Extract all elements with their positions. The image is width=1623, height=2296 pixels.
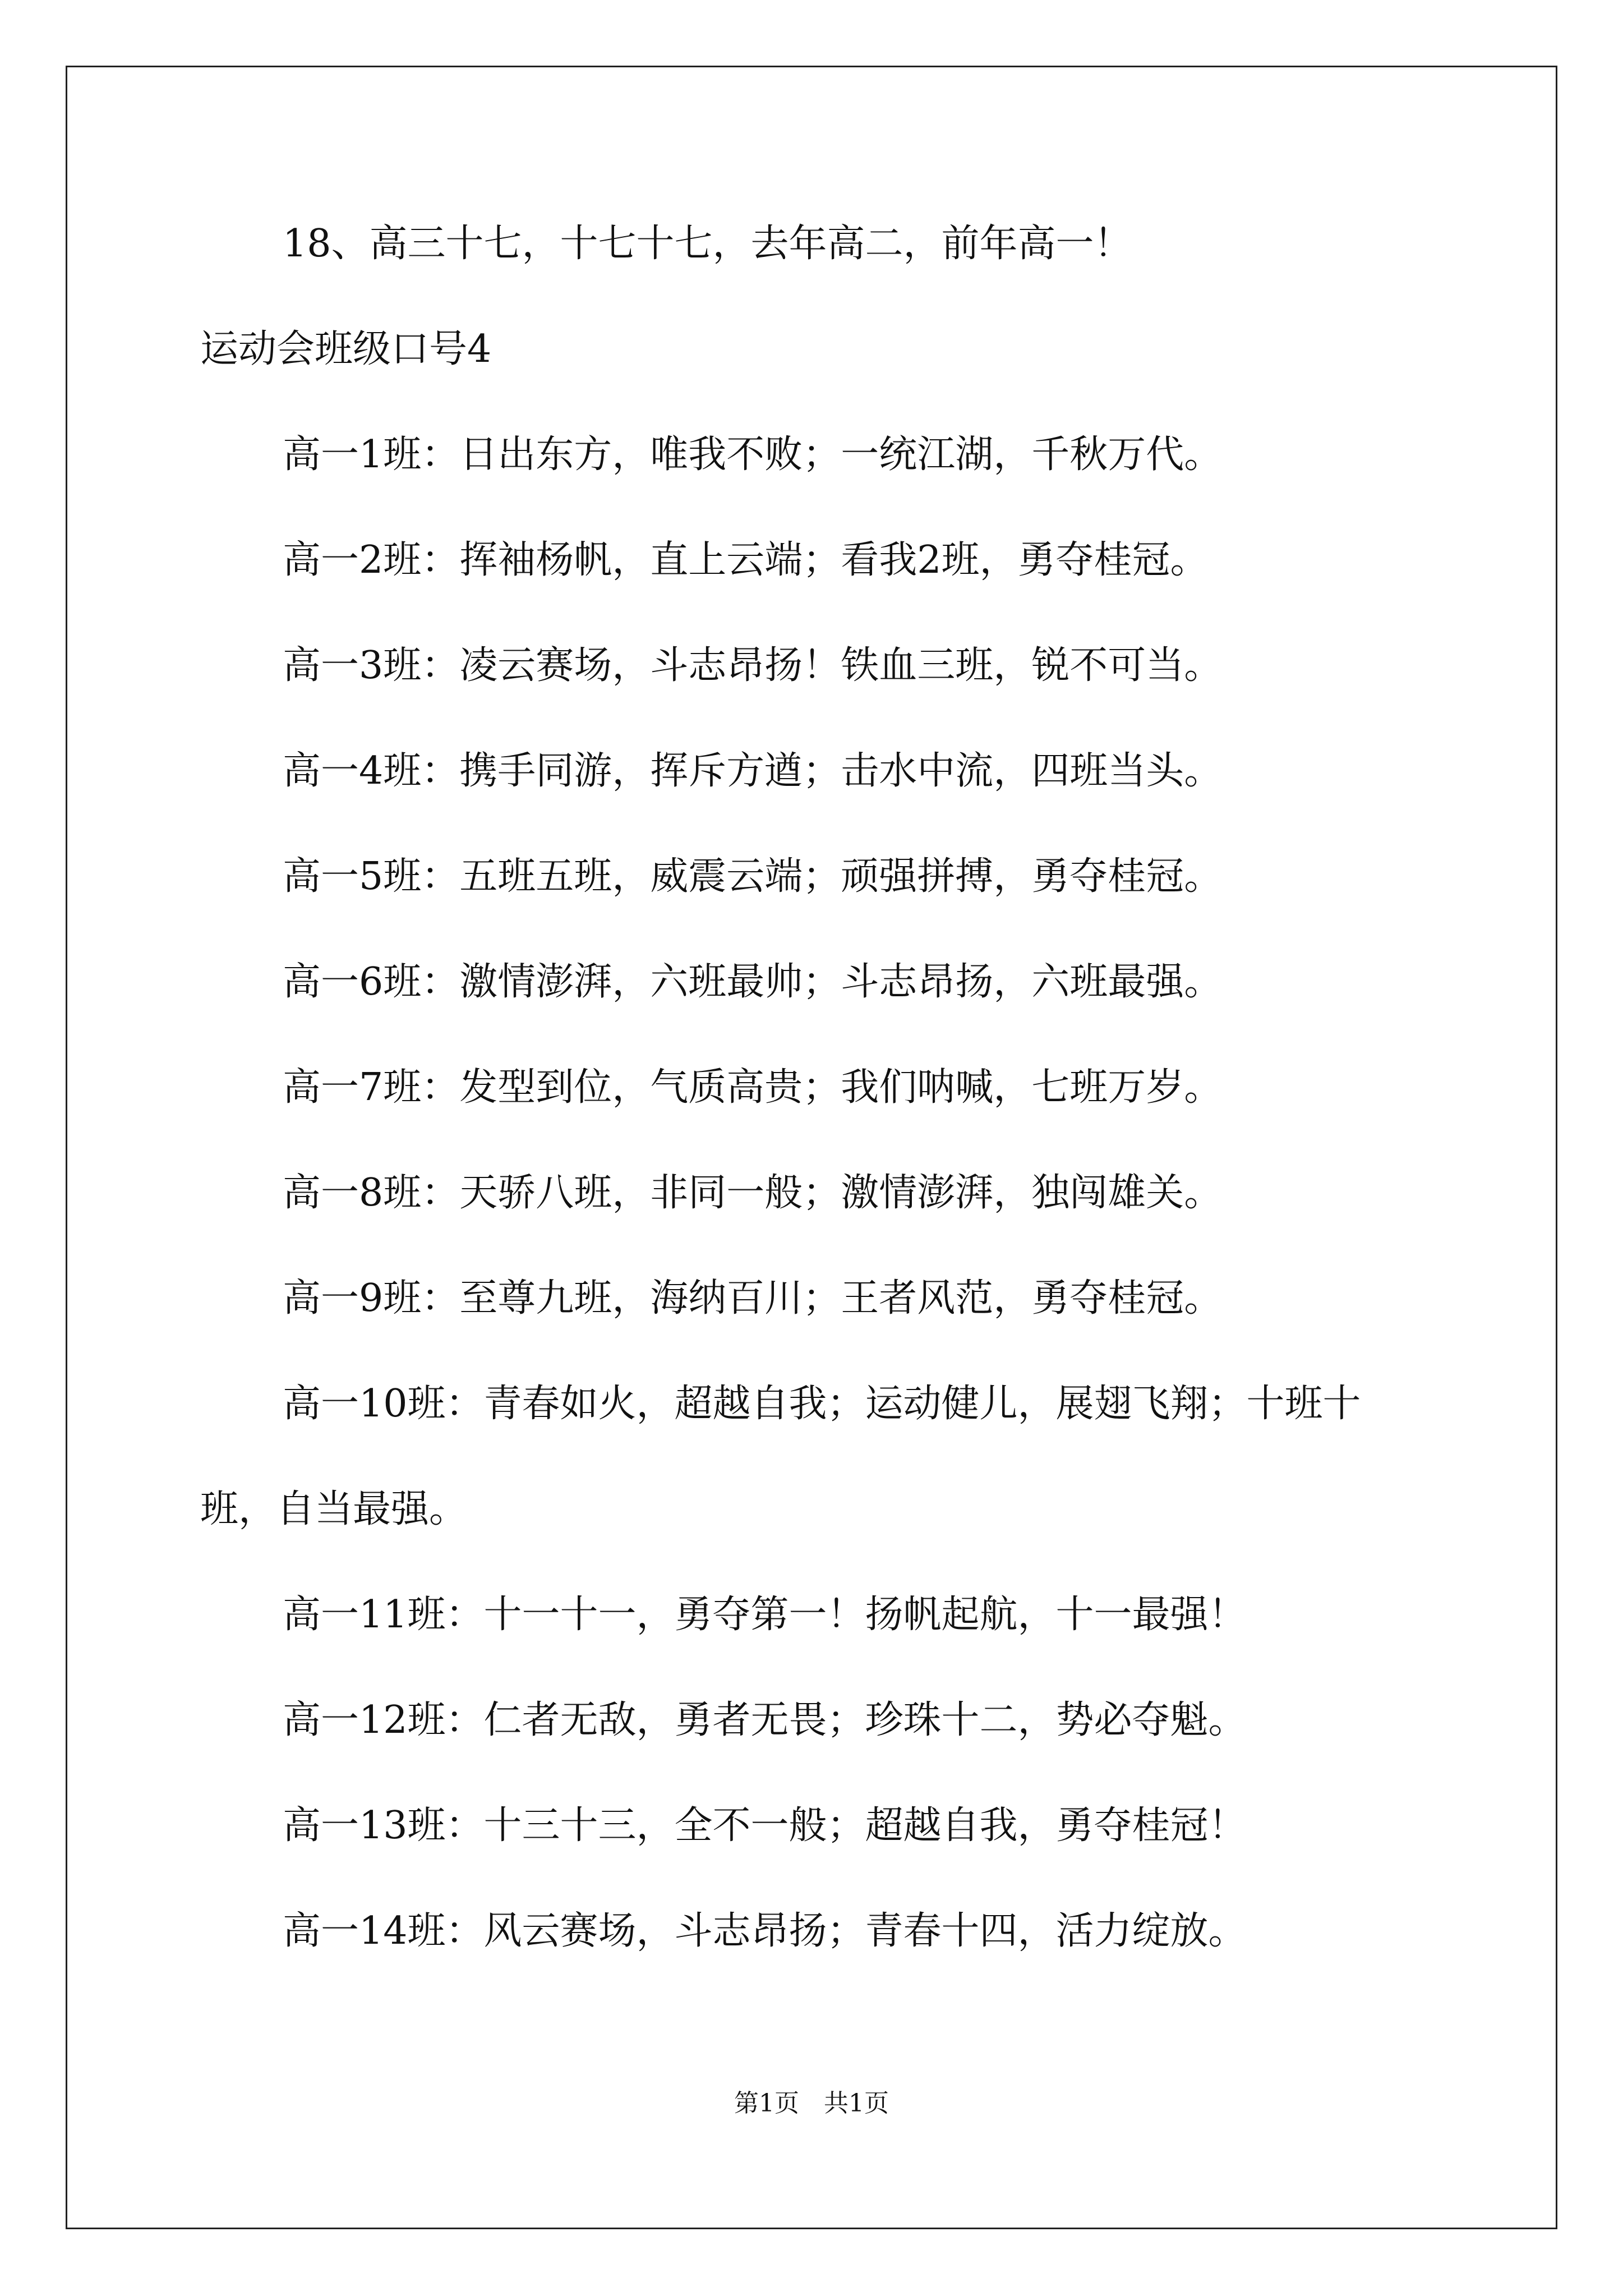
class-slogan-14: 高一14班：风云赛场，斗志昂扬；青春十四，活力绽放。 [283, 1909, 1247, 1953]
text-line-18: 18、高三十七，十七十七，去年高二，前年高一！ [283, 222, 1132, 266]
class-slogan-5: 高一5班：五班五班，威震云端；顽强拼搏，勇夺桂冠。 [283, 854, 1223, 899]
class-slogan-7: 高一7班：发型到位，气质高贵；我们呐喊，七班万岁。 [283, 1065, 1223, 1110]
page-number-footer: 第1页 共1页 [734, 2089, 889, 2118]
section-heading: 运动会班级口号4 [200, 327, 492, 371]
class-slogan-9: 高一9班：至尊九班，海纳百川；王者风范，勇夺桂冠。 [283, 1276, 1223, 1320]
class-slogan-10-continued: 班，自当最强。 [200, 1487, 468, 1531]
class-slogan-12: 高一12班：仁者无敌，勇者无畏；珍珠十二，势必夺魁。 [283, 1698, 1247, 1742]
class-slogan-8: 高一8班：天骄八班，非同一般；激情澎湃，独闯雄关。 [283, 1171, 1223, 1215]
class-slogan-3: 高一3班：凌云赛场，斗志昂扬！铁血三班，锐不可当。 [283, 643, 1223, 688]
class-slogan-6: 高一6班：激情澎湃，六班最帅；斗志昂扬，六班最强。 [283, 960, 1223, 1004]
class-slogan-10: 高一10班：青春如火，超越自我；运动健儿，展翅飞翔；十班十 [283, 1382, 1361, 1426]
class-slogan-4: 高一4班：携手同游，挥斥方遒；击水中流，四班当头。 [283, 749, 1223, 793]
class-slogan-13: 高一13班：十三十三，全不一般；超越自我，勇夺桂冠！ [283, 1803, 1247, 1848]
class-slogan-11: 高一11班：十一十一，勇夺第一！扬帆起航，十一最强！ [283, 1593, 1247, 1637]
class-slogan-1: 高一1班：日出东方，唯我不败；一统江湖，千秋万代。 [283, 432, 1223, 477]
page-border [66, 66, 1557, 2229]
class-slogan-2: 高一2班：挥袖杨帆，直上云端；看我2班，勇夺桂冠。 [283, 538, 1209, 582]
